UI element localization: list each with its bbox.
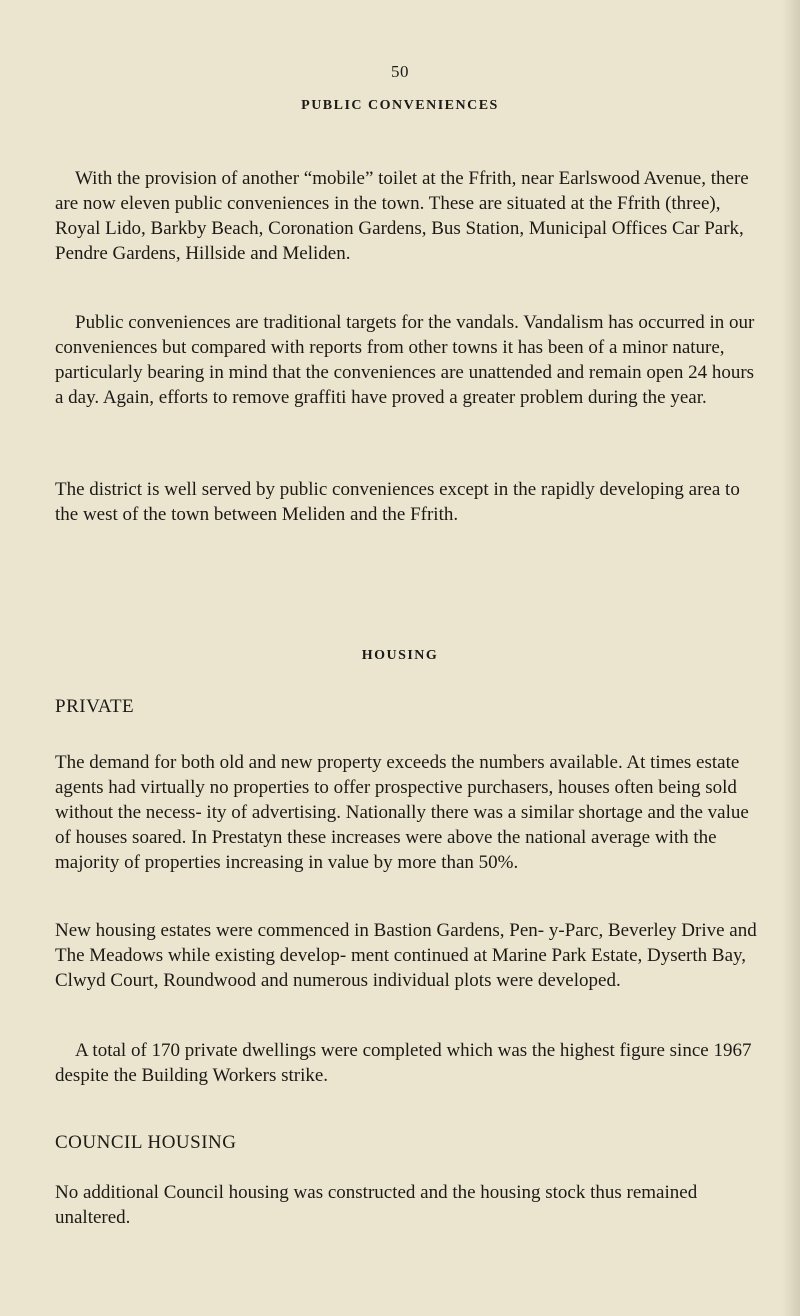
- paragraph-private-2: New housing estates were commenced in Bastion Gardens, Pen- y-Parc, Beverley Drive and The Meadows while existing develop- ment continued at Marine Park Estate, Dyserth Bay, Clwyd Court, Roundwood and numerous individual plots were developed.: [55, 920, 757, 991]
- paragraph-council-1: No additional Council housing was constructed and the housing stock thus remained unaltered.: [55, 1182, 698, 1228]
- paragraph-conveniences-2: Public conveniences are traditional targets for the vandals. Vandalism has occurred in our conveniences but compared with reports from other towns it has been of a minor nature, particularly bearing in mind that the conveniences are unattended and remain open 24 hours a day. Again, efforts to remove graffiti have proved a greater problem during the year.: [55, 312, 755, 408]
- subheading-private: PRIVATE: [55, 696, 135, 717]
- paragraph-private-1: The demand for both old and new property exceeds the numbers available. At times estate agents had virtually no properties to offer prospective purchasers, houses often being sold without the necess- ity of advertising. Nationally there was a similar shortage and the value of houses soared. In Prestatyn these increases were above the national average with the majority of properties increasing in value by more than 50%.: [55, 752, 749, 873]
- section-heading-housing: HOUSING: [361, 648, 439, 663]
- subheading-council-housing: COUNCIL HOUSING: [55, 1132, 237, 1153]
- page-edge-shadow: [782, 0, 800, 1316]
- paragraph-private-3: A total of 170 private dwellings were completed which was the highest figure since 1967 despite the Building Workers strike.: [55, 1040, 752, 1086]
- paragraph-conveniences-3: The district is well served by public conveniences except in the rapidly developing area to the west of the town between Meliden and the Ffrith.: [55, 479, 740, 525]
- paragraph-conveniences-1: With the provision of another “mobile” toilet at the Ffrith, near Earlswood Avenue, there are now eleven public conveniences in the town. These are situated at the Ffrith (three), Royal Lido, Barkby Beach, Coronation Gardens, Bus Station, Municipal Offices Car Park, Pendre Gardens, Hillside and Meliden.: [55, 168, 749, 264]
- section-heading-public-conveniences: PUBLIC CONVENIENCES: [301, 98, 499, 113]
- page-number: 50: [391, 62, 409, 81]
